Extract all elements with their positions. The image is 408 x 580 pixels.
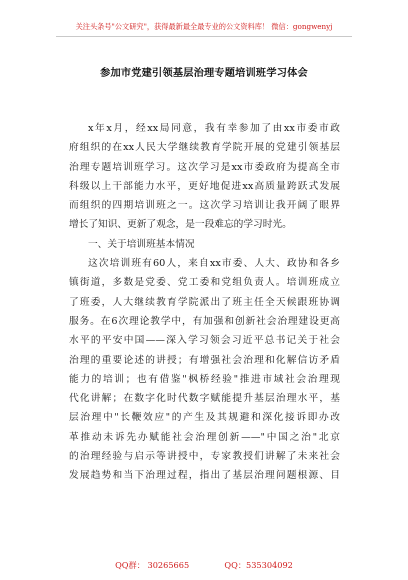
body-line: 发展趋势和当下治理过程，指出了基层治理问题根源、目	[69, 470, 340, 482]
footer-qq: QQ：535304092	[224, 560, 293, 570]
document-title: 参加市党建引领基层治理专题培训班学习体会	[100, 67, 308, 79]
section-heading: 一、关于培训班基本情况	[88, 238, 195, 250]
body-line: 服务。在6次理论教学中，有加强和创新社会治理建设更高	[69, 315, 340, 327]
body-line: 代化讲解；在数字化时代数字赋能提升基层治理水平，基	[69, 393, 340, 405]
body-line: 能力的培训；也有借鉴"枫桥经验"推进市域社会治理现	[69, 373, 340, 385]
body-line: 革推动未诉先办赋能社会治理创新——"中国之治"北京	[69, 431, 340, 443]
body-line: 镇街道，多数是党委、党工委和党组负责人。培训班成立	[69, 277, 340, 289]
body-line: 治理专题培训班学习。这次学习是xx市委政府为提高全市	[69, 161, 340, 173]
body-line: 这次培训班有60人，来自xx市委、人大、政协和各乡	[88, 258, 340, 270]
body-line: 增长了知识、更新了观念，是一段难忘的学习时光。	[69, 219, 292, 231]
body-line: 府组织的在xx人民大学继续教育学院开展的党建引领基层	[69, 142, 340, 154]
body-line: 科级以上干部能力水平，更好地促进xx高质量跨跃式发展	[69, 180, 340, 192]
body-line: 层治理中"长鞭效应"的产生及其规避和深化接诉即办改	[69, 412, 340, 424]
body-line: 水平的平安中国——深入学习领会习近平总书记关于社会	[69, 335, 340, 347]
body-line: x年x月，经xx局同意，我有幸参加了由xx市委市政	[88, 123, 340, 134]
document-body	[69, 119, 340, 486]
footer-contact	[0, 560, 408, 571]
header-divider	[56, 36, 352, 37]
body-line: 的治理经验与启示等讲授中，专家教授们讲解了未来社会	[69, 451, 340, 463]
body-line: 了班委，人大继续教育学院派出了班主任全天候跟班协调	[69, 296, 340, 308]
footer-qq-group: QQ群： 30265665	[115, 560, 190, 570]
body-line: 治理的重要论述的讲授；有增强社会治理和化解信访矛盾	[69, 354, 340, 366]
header-note: 关注头条号"公文研究"，获得最新最全最专业的公文资料库！ 微信：gongwenyj	[75, 22, 333, 31]
body-line: 而组织的四期培训班之一。这次学习培训让我开阔了眼界	[69, 200, 340, 212]
